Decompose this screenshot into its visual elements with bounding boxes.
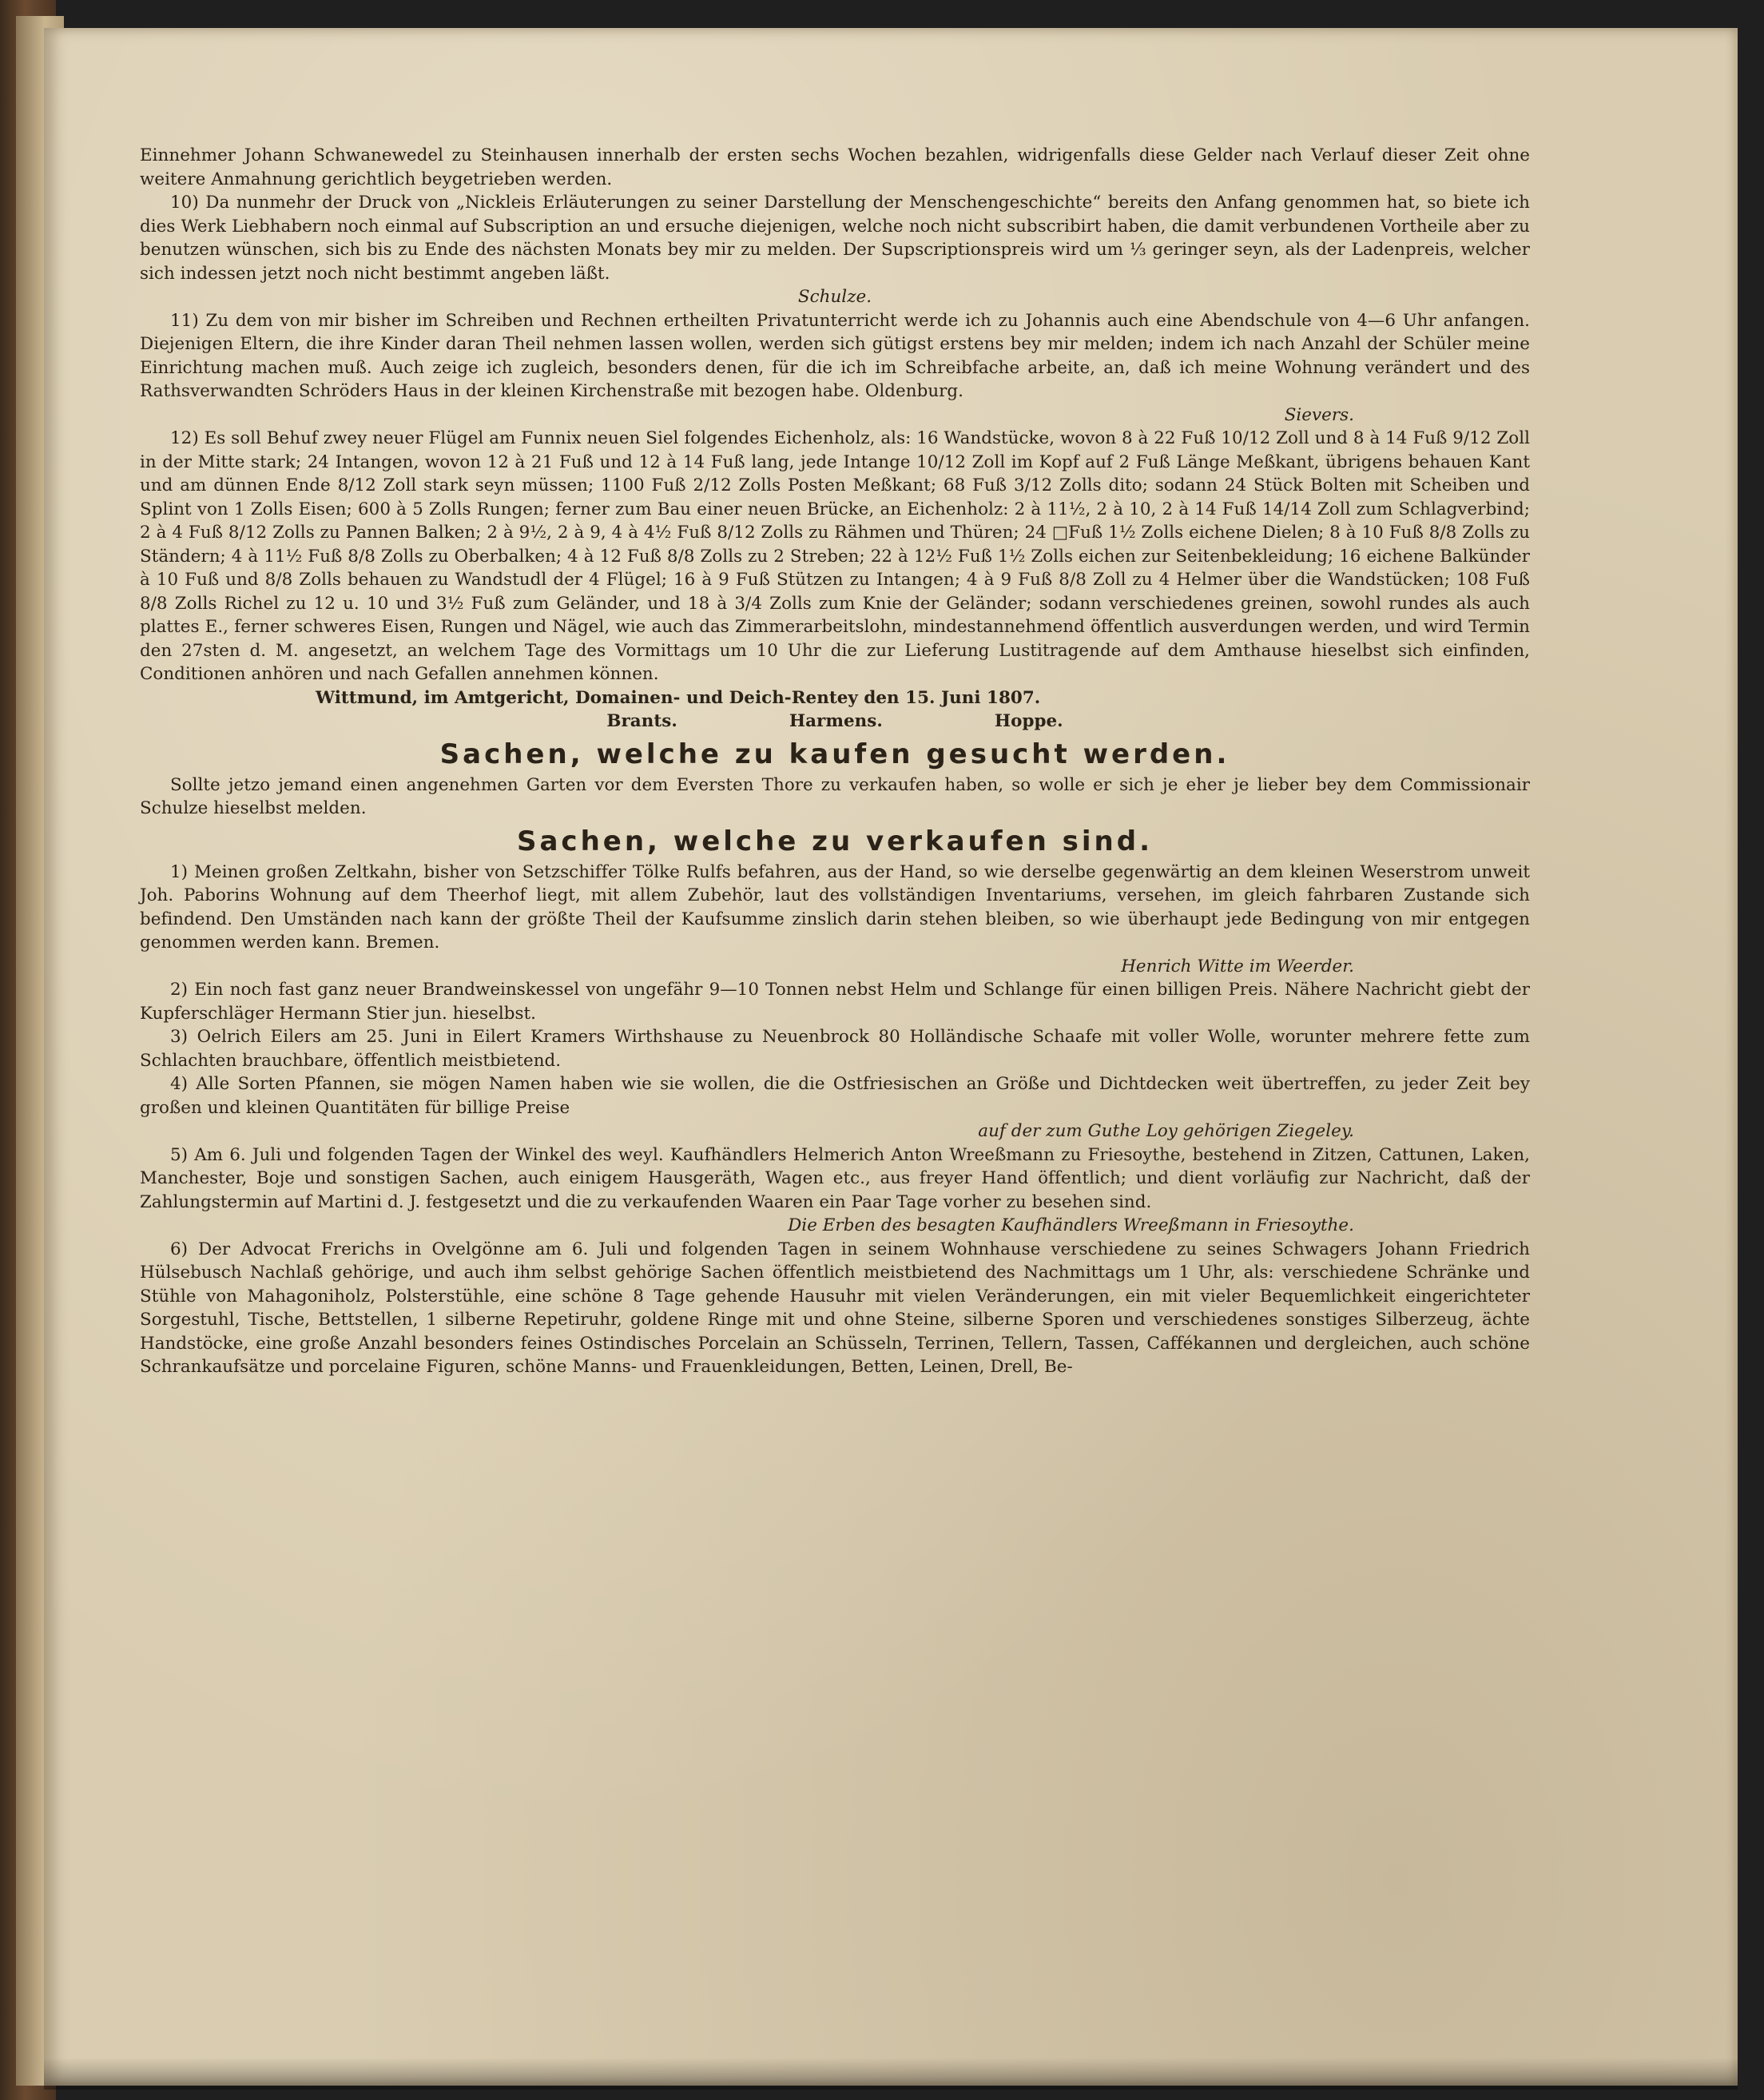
notice-11-signature: Sievers.: [1284, 404, 1354, 425]
section-heading-wanted: Sachen, welche zu kaufen gesucht werden.: [439, 738, 1230, 770]
section-heading-for-sale: Sachen, welche zu verkaufen sind.: [516, 825, 1153, 857]
sale-item-2: 2) Ein noch fast ganz neuer Brandweinskessel von ungefähr 9—10 Tonnen nebst Helm und Schlange für einen billigen Preis. Nähere Nachricht giebt der Kupferschläger Hermann Stier jun. hieselbst.: [140, 980, 1530, 1024]
notice-11: 11) Zu dem von mir bisher im Schreiben und Rechnen ertheilten Privatunterricht werde ich zu Johannis auch eine Abendschule von 4—6 Uhr anfangen. Diejenigen Eltern, die ihre Kinder daran Theil nehmen lassen wollen, werden sich gütigst erstens bey mir melden; indem ich nach Anzahl der Schüler meine Einrichtung machen muß. Auch zeige ich zugleich, besonders denen, für die ich im Schreibfache arbeite, an, daß ich meine Wohnung verändert und des Rathsverwandten Schröders Haus in der kleinen Kirchenstraße mit bezogen habe. Oldenburg.: [140, 310, 1530, 401]
wanted-notice: Sollte jetzo jemand einen angenehmen Garten vor dem Eversten Thore zu verkaufen haben, so wolle er sich je eher je lieber bey dem Commissionair Schulze hieselbst melden.: [140, 774, 1530, 818]
notice-10: 10) Da nunmehr der Druck von „Nickleis Erläuterungen zu seiner Darstellung der Menschengeschichte“ bereits den Anfang genommen hat, so biete ich dies Werk Liebhabern noch einmal auf Subscription an und ersuche diejenigen, welche noch nicht subscribirt haben, die damit verbundenen Vortheile aber zu benutzen wünschen, sich bis zu Ende des nächsten Monats bey mir zu melden. Der Supscriptionspreis wird um ⅓ geringer seyn, als der Ladenpreis, welcher sich indessen jetzt noch nicht bestimmt angeben läßt.: [140, 193, 1530, 284]
sale-item-1: 1) Meinen großen Zeltkahn, bisher von Setzschiffer Tölke Rulfs befahren, aus der Hand, so wie derselbe gegenwärtig an dem kleinen Weserstrom unweit Joh. Paborins Wohnung auf dem Theerhof liegt, mit allem Zubehör, laut des vollständigen Inventariums, versehen, im gleich fahrbaren Zustande sich befindend. Den Umständen nach kann der größte Theil der Kaufsumme zinslich darin stehen bleiben, so wie überhaupt jede Bedingung von mir entgegen genommen werden kann. Bremen.: [140, 861, 1530, 953]
notice-9-continuation: Einnehmer Johann Schwanewedel zu Steinhausen innerhalb der ersten sechs Wochen bezahlen, widrigenfalls diese Gelder nach Verlauf dieser Zeit ohne weitere Anmahnung gerichtlich beygetrieben werden.: [140, 145, 1530, 189]
notice-12-dateline: Wittmund, im Amtgericht, Domainen- und Deich-Rentey den 15. Juni 1807.: [316, 687, 1041, 708]
sale-item-4: 4) Alle Sorten Pfannen, sie mögen Namen haben wie sie wollen, die die Ostfriesischen an Größe und Dichtdecken weit übertreffen, zu jeder Zeit bey großen und kleinen Quantitäten für billige Preise: [140, 1074, 1530, 1118]
sale-item-6: 6) Der Advocat Frerichs in Ovelgönne am 6. Juli und folgenden Tagen in seinem Wohnhause verschiedene zu seines Schwagers Johann Friedrich Hülsebusch Nachlaß gehörige, und auch ihm selbst gehörige Sachen öffentlich meistbietend des Nachmittags um 1 Uhr, als: verschiedene Schränke und Stühle von Mahagoniholz, Polsterstühle, eine schöne 8 Tage gehende Hausuhr mit vielen Veränderungen, ein mit vieler Bequemlichkeit eingerichteter Sorgestuhl, Tische, Bettstellen, 1 silberne Repetiruhr, goldene Ringe mit und ohne Steine, silberne Sporen und verschiedenes sonstiges Silberzeug, ächte Handstöcke, eine große Anzahl besonders feines Ostindisches Porcelain an Schüsseln, Terrinen, Tellern, Tassen, Caffékannen und dergleichen, auch schöne Schrankaufsätze und porcelaine Figuren, schöne Manns- und Frauenkleidungen, Betten, Leinen, Drell, Be-: [140, 1239, 1530, 1377]
sale-item-4-signature: auf der zum Guthe Loy gehörigen Ziegeley.: [978, 1121, 1354, 1141]
sale-item-5-signature: Die Erben des besagten Kaufhändlers Wreeßmann in Friesoythe.: [788, 1215, 1354, 1235]
page-bottom-shadow: [44, 2058, 1738, 2090]
sale-item-1-signature: Henrich Witte im Weerder.: [1121, 956, 1354, 976]
sale-item-3: 3) Oelrich Eilers am 25. Juni in Eilert Kramers Wirthshause zu Neuenbrock 80 Holländische Schaafe mit voller Wolle, worunter mehrere fette zum Schlachten brauchbare, öffentlich meistbietend.: [140, 1027, 1530, 1071]
signatory: Brants.: [606, 711, 677, 731]
notice-12: 12) Es soll Behuf zwey neuer Flügel am Funnix neuen Siel folgendes Eichenholz, als: 16 Wandstücke, wovon 8 à 22 Fuß 10/12 Zoll und 8 à 14 Fuß 9/12 Zoll in der Mitte stark; 24 Intangen, wovon 12 à 21 Fuß und 12 à 14 Fuß lang, jede Intange 10/12 Zoll im Kopf auf 2 Fuß Länge Meßkant, übrigens behauen Kant und am dünnen Ende 8/12 Zoll stark seyn müssen; 1100 Fuß 2/12 Zolls Posten Meßkant; 68 Fuß 3/12 Zolls dito; sodann 24 Stück Bolten mit Scheiben und Splint von 1 Zolls Eisen; 600 à 5 Zolls Rungen; ferner zum Bau einer neuen Brücke, an Eichenholz: 2 à 11½, 2 à 10, 2 à 14 Fuß 14/14 Zoll zum Schlagverbind; 2 à 4 Fuß 8/12 Zolls zu Pannen Balken; 2 à 9½, 2 à 9, 4 à 4½ Fuß 8/12 Zolls zu Rähmen und Thüren; 24 □Fuß 1½ Zolls eichene Dielen; 8 à 10 Fuß 8/8 Zolls zu Ständern; 4 à 11½ Fuß 8/8 Zolls zu Oberbalken; 4 à 12 Fuß 8/8 Zolls zu 2 Streben; 22 à 12½ Fuß 1½ Zolls eichen zur Seitenbekleidung; 16 eichene Balkünder à 10 Fuß und 8/8 Zolls behauen zu Wandstudl der 4 Flügel; 16 à 9 Fuß Stützen zu Intangen; 4 à 9 Fuß 8/8 Zoll zu 4 Helmer über die Wandstücken; 108 Fuß 8/8 Zolls Richel zu 12 u. 10 und 3½ Fuß zum Geländer, und 18 à 3/4 Zolls zum Knie der Geländer; sodann verschiedenes greinen, sowohl rundes als auch plattes E., ferner schweres Eisen, Rungen und Nägel, wie auch das Zimmerarbeitslohn, mindestannehmend öffentlich ausverdungen werden, und wird Termin den 27sten d. M. angesetzt, an welchem Tage des Vormittags um 10 Uhr die zur Lieferung Lustitragende auf dem Amthause hieselbst sich einfinden, Conditionen anhören und nach Gefallen annehmen können.: [140, 428, 1530, 684]
signatory: Harmens.: [789, 711, 883, 731]
signatory: Hoppe.: [994, 711, 1063, 731]
newspaper-page: [44, 28, 1738, 2086]
article-text-block: [140, 144, 1530, 1379]
notice-12-signatories: [140, 710, 1530, 734]
sale-item-5: 5) Am 6. Juli und folgenden Tagen der Winkel des weyl. Kaufhändlers Helmerich Anton Wreeßmann zu Friesoythe, bestehend in Zitzen, Cattunen, Laken, Manchester, Boje und sonstigen Sachen, auch einigem Hausgeräth, Wagen etc., aus freyer Hand öffentlich; und dient vorläufig zur Nachricht, daß der Zahlungstermin auf Martini d. J. festgesetzt und die zu verkaufenden Waaren ein Paar Tage vorher zu besehen sind.: [140, 1144, 1530, 1212]
notice-10-signature: Schulze.: [797, 287, 872, 307]
